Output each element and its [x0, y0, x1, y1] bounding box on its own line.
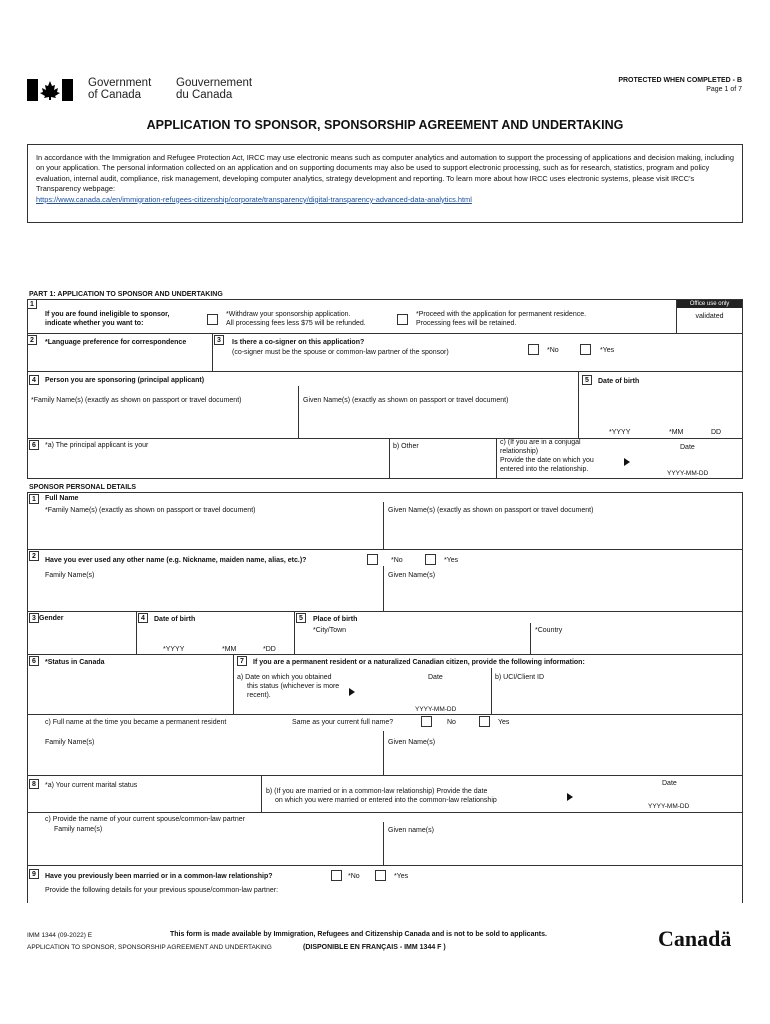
part1-heading: PART 1: APPLICATION TO SPONSOR AND UNDERTAKING: [29, 291, 223, 298]
s7-same-label: Same as your current full name?: [292, 719, 394, 726]
q4-number: 4: [29, 375, 39, 385]
q6-label: *a) The principal applicant is your: [45, 442, 149, 449]
s1-number: 1: [29, 494, 39, 504]
dob-mm: *MM: [669, 429, 684, 436]
form-code: IMM 1344 (09-2022) E: [27, 932, 93, 939]
office-use-label: Office use only: [677, 300, 742, 308]
s8-number: 8: [29, 779, 39, 789]
s5-number: 5: [296, 613, 306, 623]
q6-c-line3: Provide the date on which you: [500, 457, 594, 464]
q1-opt2-line1: *Proceed with the application for permanent residence.: [416, 311, 587, 318]
s9-number: 9: [29, 869, 39, 879]
s7-a-line3: recent).: [247, 692, 271, 699]
q3-number: 3: [214, 335, 224, 345]
q1-opt1-line1: *Withdraw your sponsorship application.: [226, 311, 351, 318]
canada-wordmark: Canadä: [658, 926, 732, 951]
q5-label: Date of birth: [598, 378, 640, 385]
s2-given-label: Given Name(s): [388, 572, 436, 579]
same-name-no-label: No: [447, 719, 456, 726]
withdraw-checkbox[interactable]: [207, 314, 218, 325]
s8-given-label: Given name(s): [388, 827, 434, 834]
s7-date-format: YYYY-MM-DD: [415, 706, 457, 713]
cosigner-no-checkbox[interactable]: [528, 344, 539, 355]
s7-date-label: Date: [428, 674, 443, 681]
other-name-yes-checkbox[interactable]: [425, 554, 436, 565]
notice-text: In accordance with the Immigration and Refugee Protection Act, IRCC may use electronic means such as computer analytics and automation to support the processing of applications and decision making, including on your application. The personal information collected on an application and on supporting documents may also be used to support electronic processing, such as for research, statistics, program and policy evaluation, internal audit, compliance, risk management, developing computer analytics, strategy development and reporting. To learn more about how IRCC uses electronic systems, please visit IRCC’s Transparency webpage:: [36, 153, 734, 194]
s4-number: 4: [138, 613, 148, 623]
s5-city-label: *City/Town: [313, 627, 347, 634]
q2-number: 2: [27, 335, 37, 345]
arrow-right-icon: [567, 793, 573, 801]
s2-family-label: Family Name(s): [45, 572, 95, 579]
s8-b-line1: b) (If you are married or in a common-law relationship) Provide the date: [266, 788, 488, 795]
gov-en-line2: of Canada: [88, 89, 142, 101]
same-name-no-checkbox[interactable]: [421, 716, 432, 727]
s7-label: If you are a permanent resident or a naturalized Canadian citizen, provide the following information:: [253, 659, 585, 666]
s8-b-line2: on which you were married or entered into the common-law relationship: [275, 797, 497, 804]
gov-en-line1: Government: [88, 77, 152, 89]
s7-a-line1: a) Date on which you obtained: [237, 674, 332, 681]
s4-mm: *MM: [222, 646, 237, 653]
dob-yyyy: *YYYY: [609, 429, 631, 436]
arrow-right-icon: [624, 458, 630, 466]
s5-country-label: *Country: [535, 627, 563, 634]
s7-family-label: Family Name(s): [45, 739, 95, 746]
s9-details-label: Provide the following details for your previous spouse/common-law partner:: [45, 887, 279, 894]
dob-dd: DD: [711, 429, 722, 436]
s7-c-label: c) Full name at the time you became a permanent resident: [45, 719, 227, 726]
s8-c-label: c) Provide the name of your current spouse/common-law partner: [45, 816, 245, 823]
same-name-yes-label: Yes: [498, 719, 510, 726]
page-number: Page 1 of 7: [706, 86, 742, 93]
validated-label: validated: [695, 313, 724, 320]
arrow-right-icon: [349, 688, 355, 696]
q3-label: Is there a co-signer on this application?: [232, 339, 365, 346]
s4-dd: *DD: [263, 646, 276, 653]
q6-number: 6: [29, 440, 39, 450]
q6-date-label: Date: [680, 444, 695, 451]
gov-fr-line1: Gouvernement: [176, 77, 253, 89]
q1-label-line1: If you are found ineligible to sponsor,: [45, 311, 170, 318]
s2-label: Have you ever used any other name (e.g. Nickname, maiden name, alias, etc.)?: [45, 557, 307, 564]
previous-relationship-yes-checkbox[interactable]: [375, 870, 386, 881]
q4-given-label: Given Name(s) (exactly as shown on passport or travel document): [303, 397, 509, 404]
privacy-notice: [27, 144, 743, 223]
s3-number: 3: [29, 613, 39, 623]
transparency-link[interactable]: https://www.canada.ca/en/immigration-refugees-citizenship/corporate/transparency/digital-transparency-advanced-data-analytics.html: [36, 194, 472, 204]
s7-number: 7: [237, 656, 247, 666]
s6-number: 6: [29, 656, 39, 666]
q6-c-line2: relationship): [500, 448, 539, 455]
s9-label: Have you previously been married or in a common-law relationship?: [45, 873, 273, 880]
s4-label: Date of birth: [154, 616, 196, 623]
cosigner-yes-label: *Yes: [600, 347, 615, 354]
s8-date-label: Date: [662, 780, 677, 787]
s7-a-line2: this status (whichever is more: [247, 683, 340, 690]
s8-family-label: Family name(s): [54, 826, 103, 833]
page-title: APPLICATION TO SPONSOR, SPONSORSHIP AGREEMENT AND UNDERTAKING: [146, 118, 624, 132]
q1-label-line2: indicate whether you want to:: [45, 320, 144, 327]
q6-other-label: b) Other: [393, 443, 419, 450]
q3-note: (co-signer must be the spouse or common-law partner of the sponsor): [232, 349, 449, 356]
french-note: (DISPONIBLE EN FRANÇAIS - IMM 1344 F ): [303, 944, 446, 951]
q6-c-line4: entered into the relationship.: [500, 466, 589, 473]
q6-date-format: YYYY-MM-DD: [667, 470, 709, 477]
s1-family-label: *Family Name(s) (exactly as shown on passport or travel document): [45, 507, 256, 514]
s4-yyyy: *YYYY: [163, 646, 185, 653]
other-name-yes-label: *Yes: [444, 557, 459, 564]
s8-label: *a) Your current marital status: [45, 782, 138, 789]
q4-label: Person you are sponsoring (principal applicant): [45, 377, 205, 384]
s1-label: Full Name: [45, 495, 79, 502]
previous-relationship-no-label: *No: [348, 873, 360, 880]
s6-label: *Status in Canada: [45, 659, 105, 666]
s7-given-label: Given Name(s): [388, 739, 436, 746]
canada-flag-icon: [27, 79, 73, 101]
cosigner-no-label: *No: [547, 347, 559, 354]
proceed-checkbox[interactable]: [397, 314, 408, 325]
s1-given-label: Given Name(s) (exactly as shown on passport or travel document): [388, 507, 594, 514]
cosigner-yes-checkbox[interactable]: [580, 344, 591, 355]
footer-note: This form is made available by Immigration, Refugees and Citizenship Canada and is not to be sold to applicants.: [170, 931, 547, 938]
sponsor-heading: SPONSOR PERSONAL DETAILS: [29, 484, 137, 491]
form-name: APPLICATION TO SPONSOR, SPONSORSHIP AGREEMENT AND UNDERTAKING: [27, 944, 272, 951]
s5-label: Place of birth: [313, 616, 358, 623]
previous-relationship-no-checkbox[interactable]: [331, 870, 342, 881]
q2-label: *Language preference for correspondence: [45, 339, 187, 346]
s8-date-format: YYYY-MM-DD: [648, 803, 690, 810]
other-name-no-label: *No: [391, 557, 403, 564]
previous-relationship-yes-label: *Yes: [394, 873, 409, 880]
same-name-yes-checkbox[interactable]: [479, 716, 490, 727]
q4-family-label: *Family Name(s) (exactly as shown on passport or travel document): [31, 397, 242, 404]
q1-opt2-line2: Processing fees will be retained.: [416, 320, 517, 327]
q6-c-line1: c) (If you are in a conjugal: [500, 439, 581, 446]
other-name-no-checkbox[interactable]: [367, 554, 378, 565]
s7-uci-label: b) UCI/Client ID: [495, 674, 545, 681]
gov-fr-line2: du Canada: [176, 89, 233, 101]
protected-label: PROTECTED WHEN COMPLETED - B: [618, 77, 742, 84]
s2-number: 2: [29, 551, 39, 561]
q5-number: 5: [582, 375, 592, 385]
q1-opt1-line2: All processing fees less $75 will be refunded.: [226, 320, 366, 327]
q1-number: 1: [27, 299, 37, 309]
s3-label: Gender: [39, 615, 64, 622]
